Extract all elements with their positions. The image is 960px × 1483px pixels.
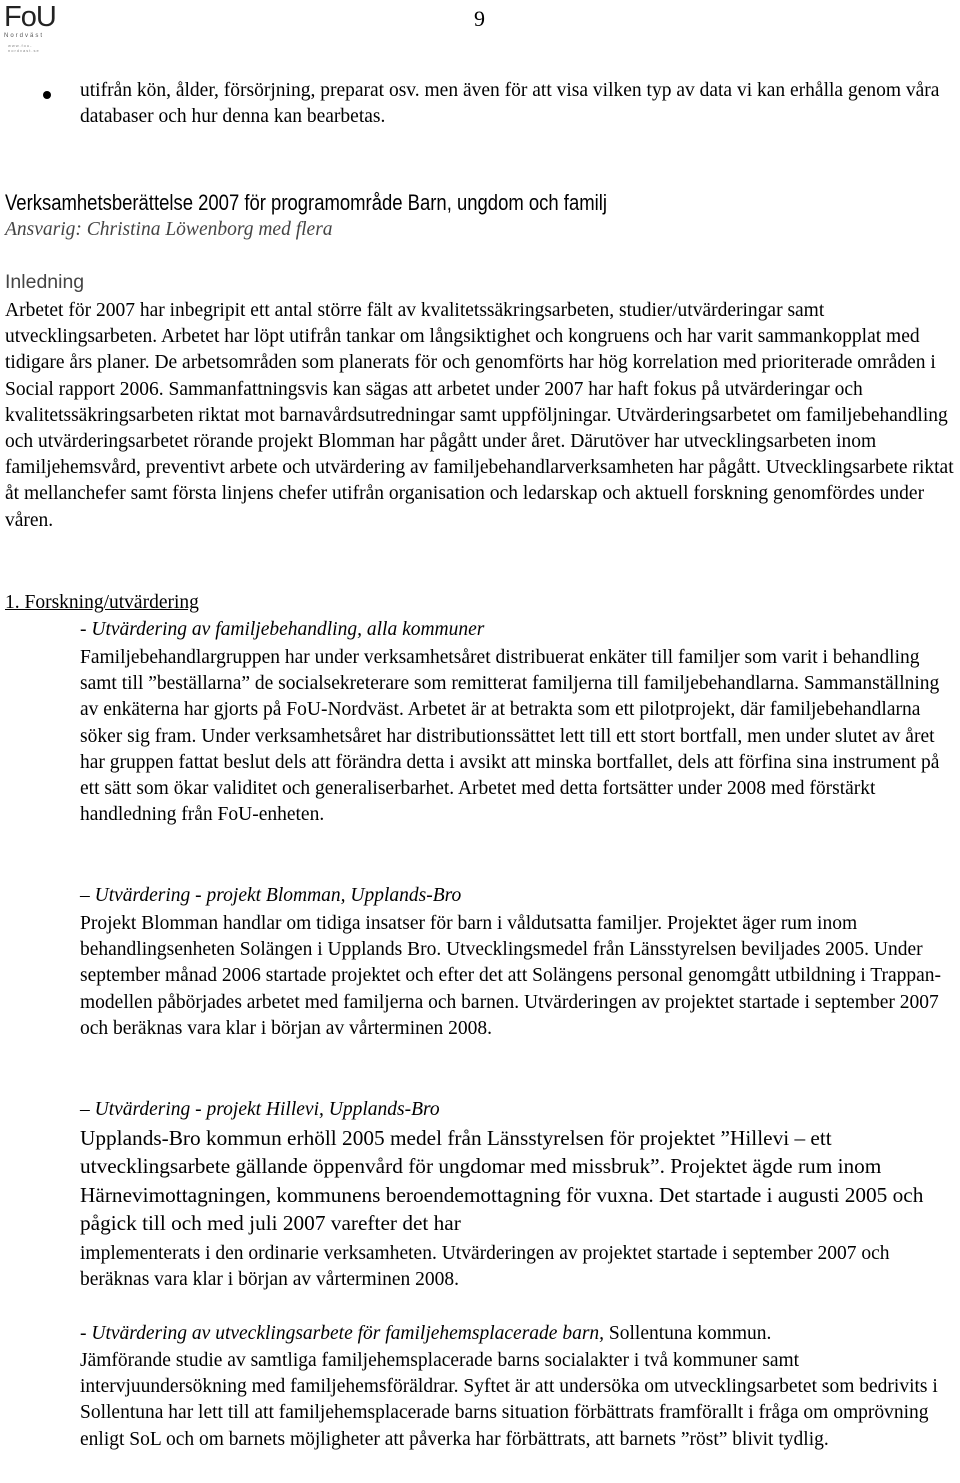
- item-2-body: Projekt Blomman handlar om tidiga insatser för barn i våldutsatta familjer. Projektet äger rum inom behandlingsenheten Solängen i Upplands Bro. Utvecklingsmedel från Länsstyrelsen beviljades 2005. Under september månad 2006 startade projektet och efter det att Solängens personal genomgått utbildning i Trappan-modellen påbörjades arbetet med familjerna och barnen. Utvärderingen av projektet startade i september 2007 och beräknas vara klar i början av vårterminen 2008.: [80, 913, 942, 1039]
- logo-url: www.fou-nordvast.se: [8, 43, 40, 53]
- logo-text: FoU: [4, 1, 56, 33]
- fou-nordvast-logo: [4, 1, 56, 54]
- section-1-title: 1. Forskning/utvärdering: [5, 592, 199, 613]
- item-3-body: implementerats i den ordinarie verksamheten. Utvärderingen av projektet startade i september 2007 och beräknas vara klar i början av vårterminen 2008.: [80, 1243, 890, 1291]
- item-4-title: [80, 1321, 955, 1347]
- item-4-title-italic: - Utvärdering av utvecklingsarbete för familjehemsplacerade barn,: [80, 1323, 605, 1344]
- introduction-paragraph: Arbetet för 2007 har inbegripit ett antal större fält av kvalitetssäkringsarbeten, studier/utvärderingar samt utvecklingsarbeten. Arbetet har löpt utifrån tankar om långsiktighet och kongruens och har varit sammankopplat med tidigare års planer. De arbetsområden som planerats för och genomförts har hög korrelation med prioriterade områden i Social rapport 2006. Sammanfattningsvis kan sägas att arbetet under 2007 har haft fokus på utvärderingar och kvalitetssäkringsarbeten riktat mot barnavårdsutredningar samt uppföljningar. Utvärderingsarbetet om familjebehandling och utvärderingsarbetet rörande projekt Blomman har pågått under året. Därutöver har utvecklingsarbeten inom familjehemsvård, preventivt arbete och utvärdering av familjebehandlarverksamheten har pågått. Utvecklingsarbete riktat åt mellanchefer samt första linjens chefer utifrån organisation och ledarskap och aktuell forskning genomfördes under våren.: [5, 300, 954, 531]
- item-1-title: - Utvärdering av familjebehandling, alla kommuner: [80, 619, 485, 640]
- section-heading: Verksamhetsberättelse 2007 för programområde Barn, ungdom och familj: [5, 190, 607, 215]
- item-4-title-rest: Sollentuna kommun.: [604, 1323, 772, 1344]
- item-4-body: Jämförande studie av samtliga familjehemsplacerade barns socialakter i två kommuner samt intervjuundersökning med familjehemsföräldrar. Syftet är att undersöka om utvecklingsarbetet som bedrivits i Sollentuna har lett till att familjehemsplacerade barns situation förbättrats framförallt i fråga om omprövning enligt SoL och om barnets möjligheter att påverka har förbättrats, att barnets ”röst” blivit tydlig.: [80, 1350, 938, 1450]
- introduction-label: Inledning: [5, 271, 85, 293]
- page-number: 9: [474, 6, 485, 31]
- logo-subtitle: Nordväst: [4, 33, 45, 39]
- responsible-line: Ansvarig: Christina Löwenborg med flera: [5, 219, 333, 240]
- bullet-item-text: utifrån kön, ålder, försörjning, preparat osv. men även för att visa vilken typ av data vi kan erhålla genom våra databaser och hur denna kan bearbetas.: [80, 80, 940, 128]
- item-3-body-large: Upplands-Bro kommun erhöll 2005 medel från Länsstyrelsen för projektet ”Hillevi – ett utvecklingsarbete gällande öppenvård för ungdomar med missbruk”. Projektet ägde rum inom Härnevimottagningen, kommunens beroendemottagning för vuxna. Det startade i augusti 2005 och pågick till och med juli 2007 varefter det har: [80, 1126, 924, 1235]
- bullet-icon: [43, 91, 51, 99]
- item-3-title: – Utvärdering - projekt Hillevi, Upplands-Bro: [80, 1099, 440, 1120]
- item-2-title: – Utvärdering - projekt Blomman, Upplands-Bro: [80, 885, 462, 906]
- item-1-body: Familjebehandlargruppen har under verksamhetsåret distribuerat enkäter till familjer som varit i behandling samt till ”beställarna” de socialsekreterare som remitterat familjerna till familjebehandlarna. Sammanställning av enkäterna har gjorts på FoU-Nordväst. Arbetet är at betrakta som ett pilotprojekt, där familjebehandlarna söker sig fram. Under verksamhetsåret har distributionssättet lett till ett stort bortfall, men under slutet av året har gruppen fattat beslut dels att förändra detta i avsikt att minska bortfallet, dels att förfina sina instrument på ett sätt som ökar validitet och generaliserbarhet. Arbetet med detta fortsätter under 2008 med förstärkt handledning från FoU-enheten.: [80, 647, 940, 826]
